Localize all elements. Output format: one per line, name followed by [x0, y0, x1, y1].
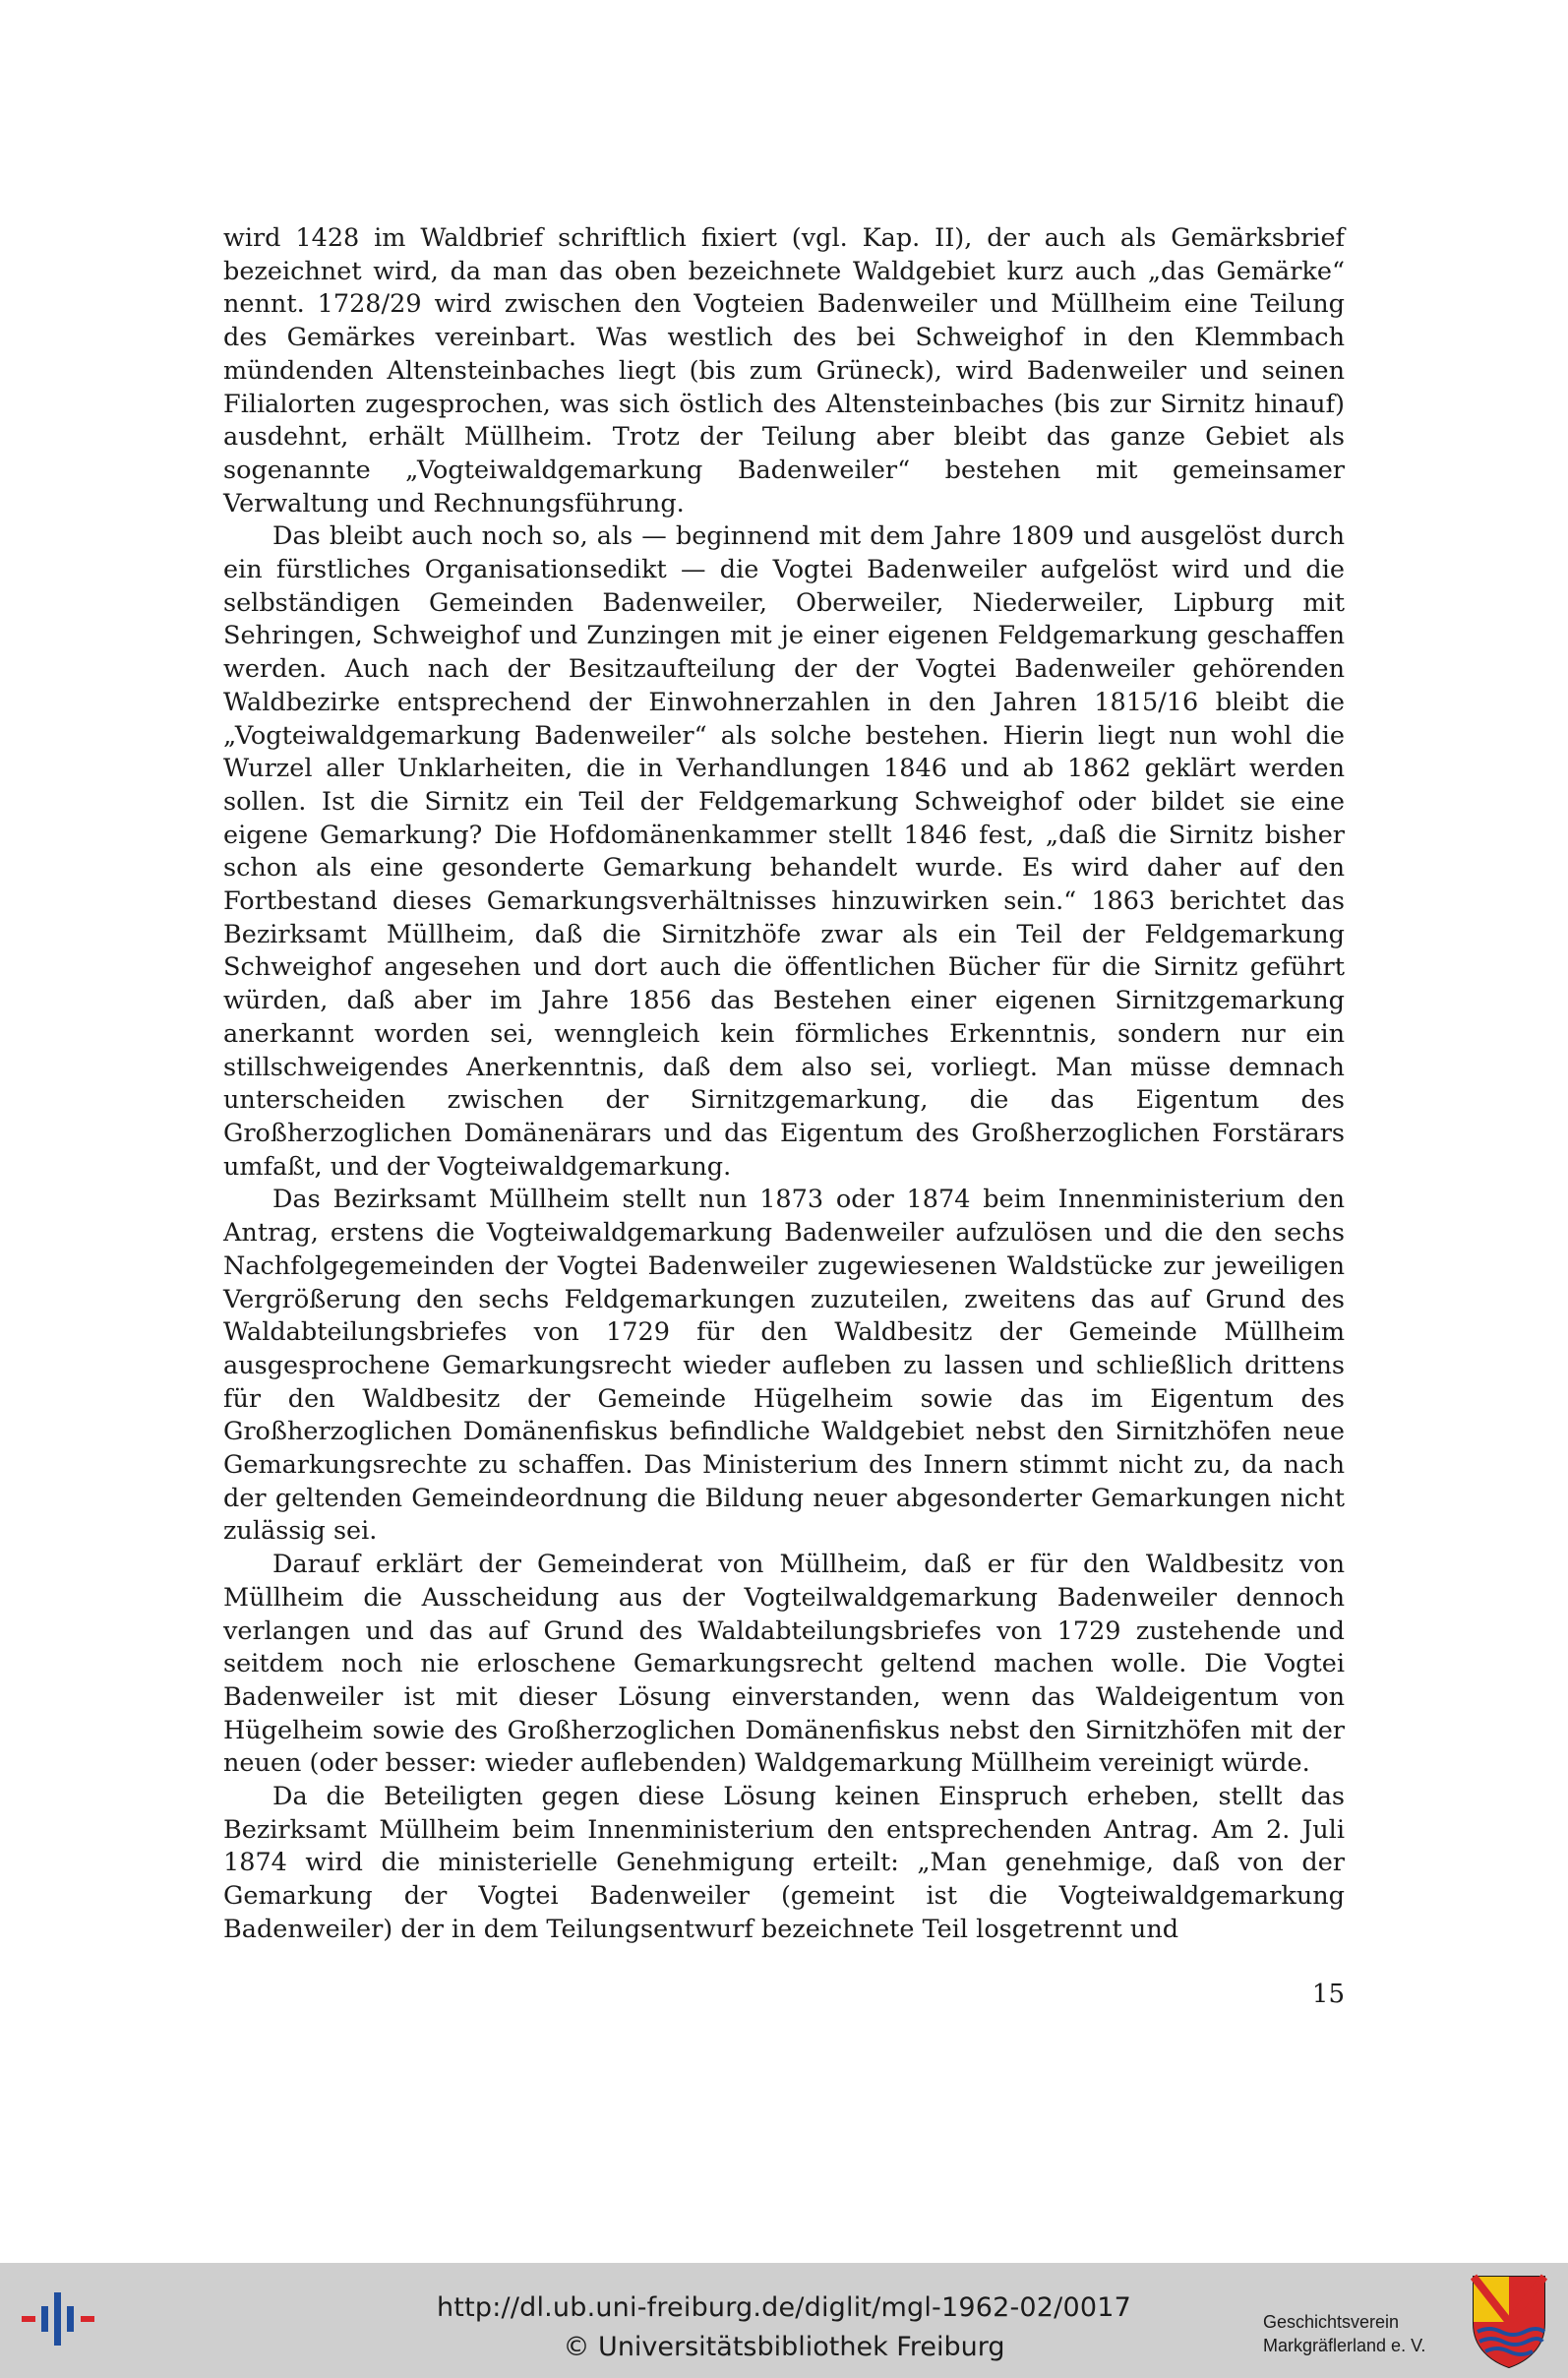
paragraph-1: wird 1428 im Waldbrief schriftlich fixiert (vgl. Kap. II), der auch als Gemärksbrief bezeichnet wird, da man das oben bezeichnete Waldgebiet kurz auch „das Gemärke“ nennt. 1728/29 wird zwischen den Vogteien Badenweiler und Müllheim eine Teilung des Gemärkes vereinbart. Was westlich des bei Schweighof in den Klemmbach mündenden Altensteinbaches liegt (bis zum Grüneck), wird Badenweiler und seinen Filialorten zugesprochen, was sich östlich des Altensteinbaches (bis zur Sirnitz hinauf) ausdehnt, erhält Müllheim. Trotz der Teilung aber bleibt das ganze Gebiet als sogenannte „Vogteiwaldgemarkung Badenweiler“ bestehen mit gemeinsamer Verwaltung und Rechnungsführung. — [223, 223, 1345, 518]
footer-bar — [0, 2263, 1568, 2378]
body-text — [223, 222, 1345, 1947]
footer-organization — [1263, 2310, 1460, 2357]
paragraph-4: Darauf erklärt der Gemeinderat von Müllheim, daß er für den Waldbesitz von Müllheim die Ausscheidung aus der Vogteilwaldgemarkung Badenweiler dennoch verlangen und das auf Grund des Waldabteilungsbriefes von 1729 zustehende und seitdem noch nie erloschene Gemarkungsrecht geltend machen wolle. Die Vogtei Badenweiler ist mit dieser Lösung einverstanden, wenn das Waldeigentum von Hügelheim sowie des Großherzoglichen Domänenfiskus nebst den Sirnitzhöfen mit der neuen (oder besser: wieder auflebenden) Waldgemarkung Müllheim vereinigt würde. — [223, 1550, 1345, 1779]
coat-of-arms-icon — [1470, 2273, 1548, 2369]
paragraph-2: Das bleibt auch noch so, als — beginnend mit dem Jahre 1809 und ausgelöst durch ein fürstliches Organisationsedikt — die Vogtei Badenweiler aufgelöst wird und die selbständigen Gemeinden Badenweiler, Oberweiler, Niederweiler, Lipburg mit Sehringen, Schweighof und Zunzingen mit je einer eigenen Feldgemarkung geschaffen werden. Auch nach der Besitzaufteilung der der Vogtei Badenweiler gehörenden Waldbezirke entsprechend der Einwohnerzahlen in den Jahren 1815/16 bleibt die „Vogteiwaldgemarkung Badenweiler“ als solche bestehen. Hierin liegt nun wohl die Wurzel aller Unklarheiten, die in Verhandlungen 1846 und ab 1862 geklärt werden sollen. Ist die Sirnitz ein Teil der Feldgemarkung Schweighof oder bildet sie eine eigene Gemarkung? Die Hofdomänenkammer stellt 1846 fest, „daß die Sirnitz bisher schon als eine gesonderte Gemarkung behandelt wurde. Es wird daher auf den Fortbestand dieses Gemarkungsverhältnisses hinzuwirken sein.“ 1863 berichtet das Bezirksamt Müllheim, daß die Sirnitzhöfe zwar als ein Teil der Feldgemarkung Schweighof angesehen und dort auch die öffentlichen Bücher für die Sirnitz geführt würden, daß aber im Jahre 1856 das Bestehen einer eigenen Sirnitzgemarkung anerkannt worden sei, wenngleich kein förmliches Erkenntnis, sondern nur ein stillschweigendes Anerkenntnis, daß dem also sei, vorliegt. Man müsse demnach unterscheiden zwischen der Sirnitzgemarkung, die das Eigentum des Großherzoglichen Domänenärars und das Eigentum des Großherzoglichen Forstärars umfaßt, und der Vogteiwaldgemarkung. — [223, 521, 1345, 1182]
footer-copyright: © Universitätsbibliothek Freiburg — [563, 2332, 1005, 2362]
org-name-line1: Geschichtsverein — [1263, 2312, 1400, 2332]
paragraph-5: Da die Beteiligten gegen diese Lösung keinen Einspruch erheben, stellt das Bezirksamt Müllheim beim Innenministerium den entsprechenden Antrag. Am 2. Juli 1874 wird die ministerielle Genehmigung erteilt: „Man genehmige, daß von der Gemarkung der Vogtei Badenweiler (gemeint ist die Vogteiwaldgemarkung Badenweiler) der in dem Teilungsentwurf bezeichnete Teil losgetrennt und — [223, 1782, 1345, 1944]
org-name-line2: Markgräflerland e. V. — [1263, 2336, 1426, 2355]
page-number: 15 — [1311, 1980, 1345, 2009]
footer-url-link[interactable]: http://dl.ub.uni-freiburg.de/diglit/mgl-1962-02/0017 — [437, 2292, 1131, 2323]
paragraph-3: Das Bezirksamt Müllheim stellt nun 1873 oder 1874 beim Innenministerium den Antrag, erstens die Vogteiwaldgemarkung Badenweiler aufzulösen und die den sechs Nachfolgegemeinden der Vogtei Badenweiler zugewiesenen Waldstücke zur jeweiligen Vergrößerung den sechs Feldgemarkungen zuzuteilen, zweitens das auf Grund des Waldabteilungsbriefes von 1729 für den Waldbesitz der Gemeinde Müllheim ausgesprochene Gemarkungsrecht wieder aufleben zu lassen und schließlich drittens für den Waldbesitz der Gemeinde Hügelheim sowie das im Eigentum des Großherzoglichen Domänenfiskus befindliche Waldgebiet nebst den Sirnitzhöfen neue Gemarkungsrechte zu schaffen. Das Ministerium des Innern stimmt nicht zu, da nach der geltenden Gemeindeordnung die Bildung neuer abgesonderter Gemarkungen nicht zulässig sei. — [223, 1185, 1345, 1547]
